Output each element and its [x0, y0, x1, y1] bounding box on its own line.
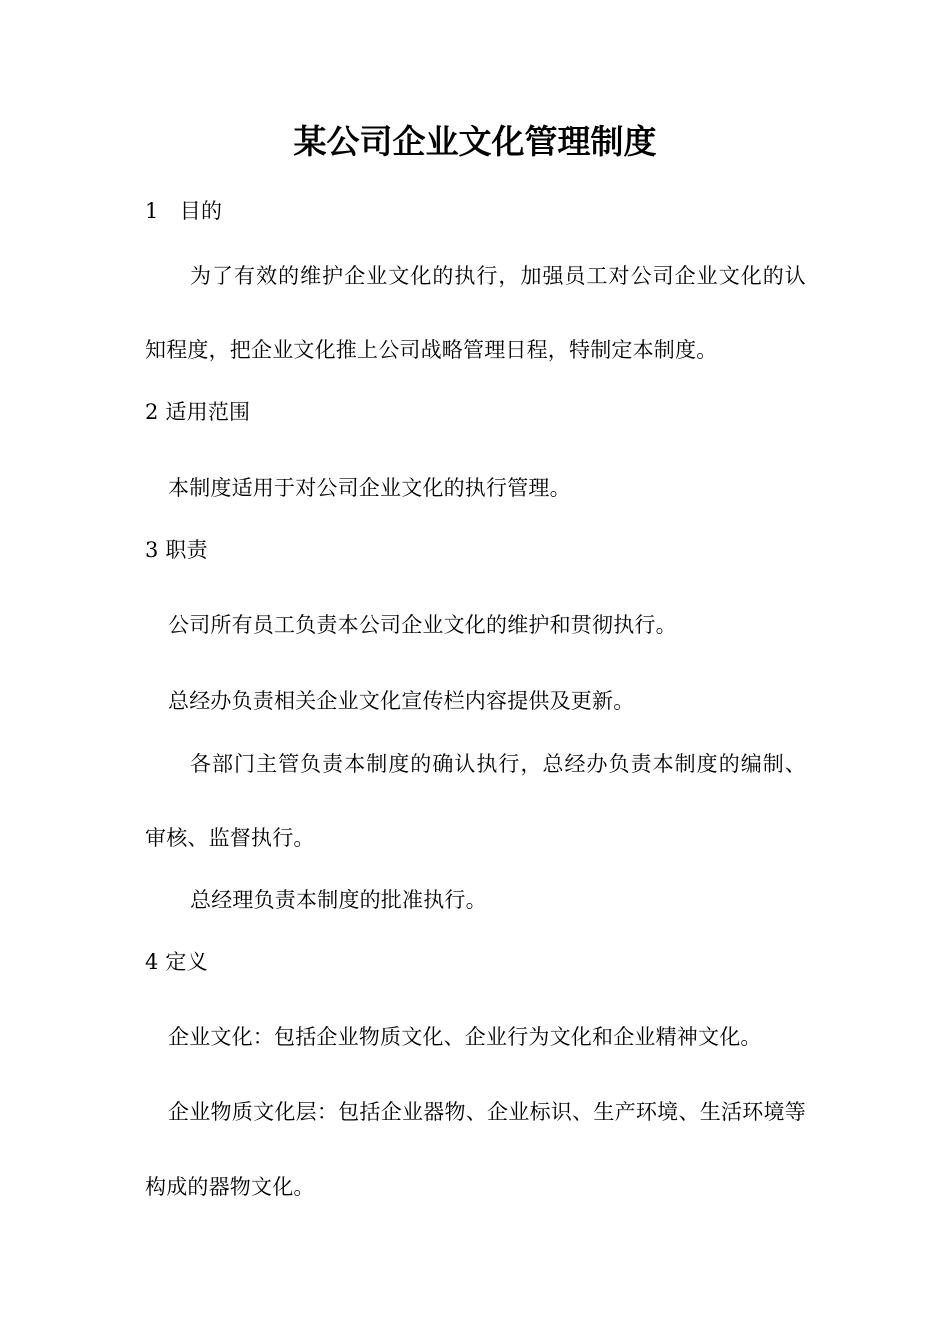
section-heading-duties: 3 职责 [145, 538, 208, 562]
paragraph-duties-managers-line2: 审核、监督执行。 [145, 826, 315, 850]
section-heading-scope: 2 适用范围 [145, 400, 251, 424]
paragraph-duties-managers-line1: 各部门主管负责本制度的确认执行，总经办负责本制度的编制、 [190, 752, 806, 776]
section-heading-purpose: 1 目的 [145, 199, 223, 223]
paragraph-duties-all-staff: 公司所有员工负责本公司企业文化的维护和贯彻执行。 [168, 613, 677, 637]
paragraph-purpose-line1: 为了有效的维护企业文化的执行，加强员工对公司企业文化的认 [190, 264, 806, 288]
paragraph-scope: 本制度适用于对公司企业文化的执行管理。 [168, 476, 571, 500]
paragraph-definition-material-line2: 构成的器物文化。 [145, 1175, 315, 1199]
paragraph-duties-general-office: 总经办负责相关企业文化宣传栏内容提供及更新。 [168, 689, 635, 713]
paragraph-duties-general-manager: 总经理负责本制度的批准执行。 [190, 888, 487, 912]
section-heading-definitions: 4 定义 [145, 950, 208, 974]
paragraph-purpose-line2: 知程度，把企业文化推上公司战略管理日程，特制定本制度。 [145, 338, 718, 362]
paragraph-definition-material-line1: 企业物质文化层：包括企业器物、企业标识、生产环境、生活环境等 [168, 1100, 806, 1124]
paragraph-definition-culture: 企业文化：包括企业物质文化、企业行为文化和企业精神文化。 [168, 1025, 762, 1049]
document-title: 某公司企业文化管理制度 [293, 122, 657, 161]
